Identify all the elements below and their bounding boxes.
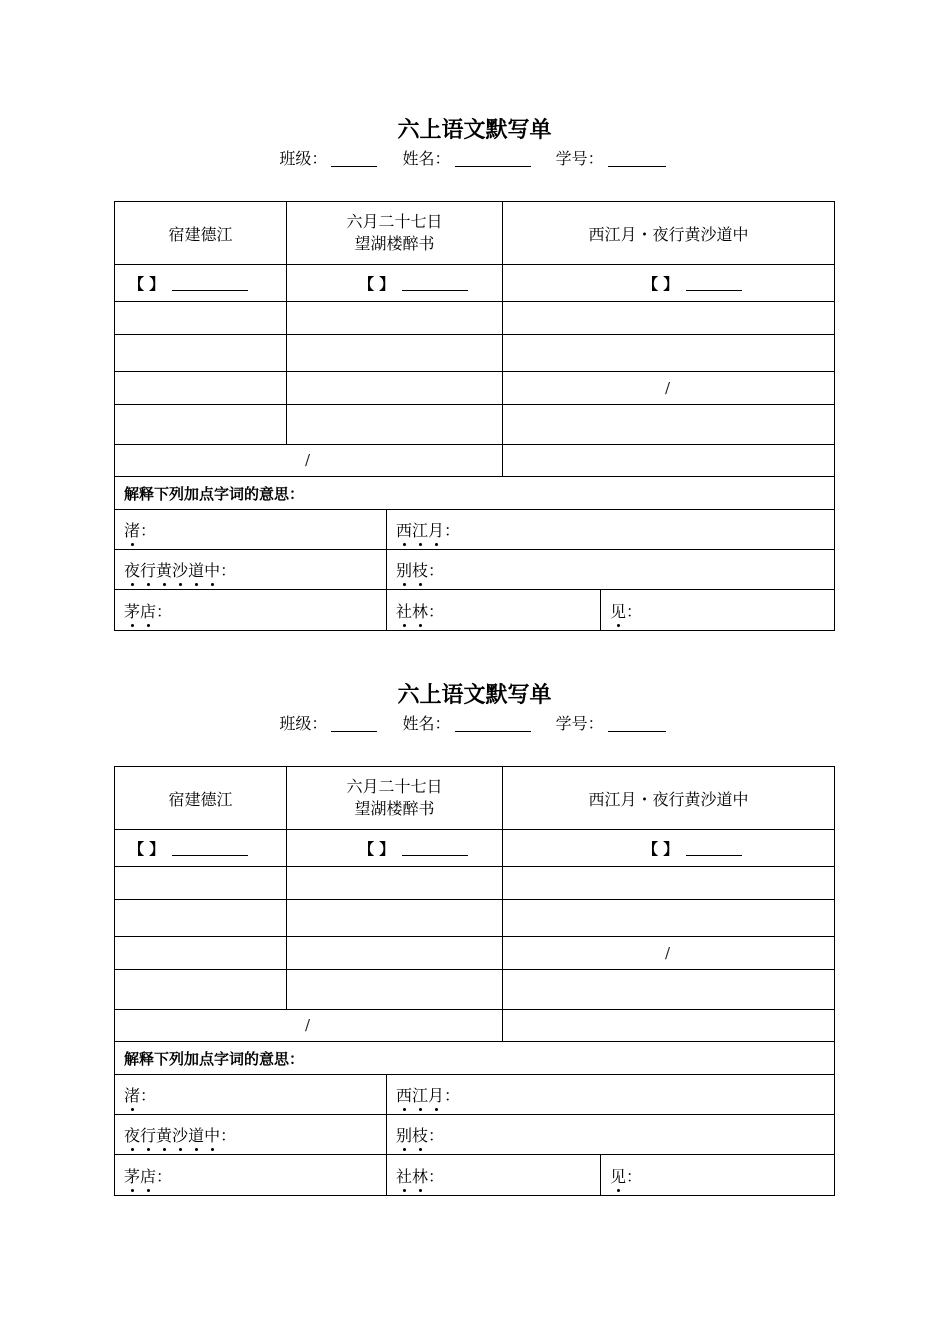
author-bracket: 【 】 <box>129 274 165 293</box>
plain-char: ： <box>220 1126 237 1145</box>
poem-title: 西江月・夜行黄沙道中 <box>588 224 749 244</box>
explain-item-biezhi[interactable] <box>387 550 834 590</box>
explain-item-maodian[interactable] <box>115 1155 387 1195</box>
worksheet-title: 六上语文默写单 <box>397 117 552 143</box>
dictation-table <box>114 201 835 631</box>
dotted-char: 渚 <box>124 518 140 541</box>
explain-item-zhu[interactable] <box>115 1075 387 1115</box>
plain-char: ： <box>428 1126 445 1145</box>
dotted-char: 道 <box>188 1123 204 1146</box>
explain-header-cell <box>115 477 834 510</box>
author-bracket: 【 】 <box>129 839 165 858</box>
explain-term <box>396 518 460 541</box>
dotted-char: 黄 <box>156 1123 172 1146</box>
class-label: 班级： <box>279 149 328 168</box>
explain-header: 解释下列加点字词的意思： <box>124 484 305 503</box>
answer-cell[interactable] <box>115 900 287 937</box>
dotted-char: 月 <box>428 1083 444 1106</box>
plain-char: ： <box>156 1166 173 1186</box>
student-info-row <box>114 714 835 734</box>
author-cell[interactable] <box>287 265 503 302</box>
explain-term <box>396 599 444 622</box>
explain-item-shelin[interactable] <box>387 1155 601 1195</box>
poem-title-line2: 望湖楼醉书 <box>354 234 435 253</box>
answer-cell[interactable] <box>503 1010 834 1042</box>
dotted-char: 夜 <box>124 558 140 581</box>
student-id-label: 学号： <box>555 149 604 168</box>
answer-cell[interactable] <box>115 867 287 900</box>
poem-title-cell <box>115 767 287 830</box>
line-divider-mark: / <box>305 451 311 469</box>
answer-cell[interactable] <box>503 372 834 405</box>
poem-title: 宿建德江 <box>168 789 233 809</box>
student-id-label: 学号： <box>555 714 604 733</box>
explain-term <box>124 518 156 541</box>
answer-cell[interactable] <box>287 335 503 372</box>
answer-cell[interactable] <box>503 937 834 970</box>
dotted-char: 林 <box>412 1164 428 1187</box>
explain-item-xijiangyue[interactable] <box>387 510 834 550</box>
dotted-char: 社 <box>396 1164 412 1187</box>
worksheet-title: 六上语文默写单 <box>397 682 552 708</box>
dictation-sheet-2 <box>114 682 835 1202</box>
author-blank[interactable] <box>172 841 248 856</box>
explain-item-jian[interactable] <box>601 590 834 630</box>
dotted-char: 渚 <box>124 1083 140 1106</box>
author-cell[interactable] <box>503 265 834 302</box>
name-blank[interactable] <box>455 150 531 167</box>
class-blank[interactable] <box>331 715 377 732</box>
author-bracket: 【 】 <box>643 274 679 293</box>
answer-cell[interactable] <box>287 405 503 445</box>
author-cell[interactable] <box>115 265 287 302</box>
explain-term <box>124 599 172 622</box>
author-bracket: 【 】 <box>359 274 395 293</box>
explain-term <box>396 1164 444 1187</box>
poem-title-cell <box>115 202 287 265</box>
plain-char: ： <box>626 601 643 621</box>
plain-char: ： <box>140 1086 157 1105</box>
author-cell[interactable] <box>287 830 503 867</box>
poem-title-cell <box>287 767 503 830</box>
explain-item-yexing[interactable] <box>115 1115 387 1155</box>
dotted-char: 枝 <box>412 1123 428 1146</box>
author-blank[interactable] <box>172 276 248 291</box>
answer-cell[interactable] <box>287 900 503 937</box>
explain-term <box>610 1164 642 1187</box>
answer-cell[interactable] <box>287 372 503 405</box>
answer-cell[interactable] <box>115 335 287 372</box>
poem-title-line2: 望湖楼醉书 <box>354 799 435 818</box>
explain-item-biezhi[interactable] <box>387 1115 834 1155</box>
dotted-char: 行 <box>140 1123 156 1146</box>
plain-char: ： <box>220 561 237 580</box>
explain-term <box>396 558 444 581</box>
name-field <box>402 149 534 169</box>
class-label: 班级： <box>279 714 328 733</box>
plain-char: ： <box>444 1086 461 1105</box>
explain-item-jian[interactable] <box>601 1155 834 1195</box>
student-id-field <box>556 714 670 734</box>
answer-cell[interactable] <box>287 302 503 335</box>
answer-cell[interactable] <box>115 372 287 405</box>
answer-cell[interactable] <box>287 867 503 900</box>
explain-header-cell <box>115 1042 834 1075</box>
dotted-char: 江 <box>412 518 428 541</box>
dotted-char: 见 <box>610 1164 626 1187</box>
dotted-char: 别 <box>396 1123 412 1146</box>
explain-term <box>124 1123 236 1146</box>
answer-cell[interactable] <box>115 405 287 445</box>
dotted-char: 夜 <box>124 1123 140 1146</box>
line-divider-mark: / <box>305 1016 311 1034</box>
dotted-char: 中 <box>204 1123 220 1146</box>
poem-title-cell <box>503 767 834 830</box>
answer-cell[interactable] <box>503 867 834 900</box>
answer-cell[interactable] <box>287 937 503 970</box>
answer-cell[interactable] <box>115 937 287 970</box>
plain-char: ： <box>428 561 445 580</box>
author-cell[interactable] <box>503 830 834 867</box>
student-id-field <box>556 149 670 169</box>
plain-char: ： <box>626 1166 643 1186</box>
explain-term <box>124 558 236 581</box>
name-blank[interactable] <box>455 715 531 732</box>
author-bracket: 【 】 <box>643 839 679 858</box>
dotted-char: 沙 <box>172 1123 188 1146</box>
dotted-char: 黄 <box>156 558 172 581</box>
answer-cell[interactable] <box>503 405 834 445</box>
poem-title-line1: 六月二十七日 <box>346 212 443 231</box>
name-label: 姓名： <box>402 149 451 168</box>
dotted-char: 林 <box>412 599 428 622</box>
answer-cell[interactable] <box>503 445 834 477</box>
plain-char: ： <box>428 601 445 621</box>
explain-term <box>396 1083 460 1106</box>
explain-term <box>610 599 642 622</box>
explain-item-shelin[interactable] <box>387 590 601 630</box>
dotted-char: 西 <box>396 518 412 541</box>
dotted-char: 社 <box>396 599 412 622</box>
dotted-char: 见 <box>610 599 626 622</box>
poem-title-cell <box>287 202 503 265</box>
answer-cell-merged[interactable] <box>115 445 503 477</box>
dotted-char: 中 <box>204 558 220 581</box>
class-field <box>279 714 381 734</box>
explain-term <box>124 1164 172 1187</box>
plain-char: ： <box>156 601 173 621</box>
explain-item-xijiangyue[interactable] <box>387 1075 834 1115</box>
class-field <box>279 149 381 169</box>
dotted-char: 西 <box>396 1083 412 1106</box>
plain-char: ： <box>140 521 157 540</box>
author-blank[interactable] <box>402 841 468 856</box>
dotted-char: 店 <box>140 1164 156 1187</box>
student-id-blank[interactable] <box>608 715 666 732</box>
author-cell[interactable] <box>115 830 287 867</box>
explain-item-zhu[interactable] <box>115 510 387 550</box>
answer-cell[interactable] <box>115 970 287 1010</box>
dictation-table <box>114 766 835 1196</box>
explain-header: 解释下列加点字词的意思： <box>124 1049 305 1068</box>
dotted-char: 店 <box>140 599 156 622</box>
answer-cell[interactable] <box>503 302 834 335</box>
answer-cell[interactable] <box>115 302 287 335</box>
plain-char: ： <box>428 1166 445 1186</box>
class-blank[interactable] <box>331 150 377 167</box>
student-info-row <box>114 149 835 169</box>
poem-title: 宿建德江 <box>168 224 233 244</box>
author-bracket: 【 】 <box>359 839 395 858</box>
poem-title: 西江月・夜行黄沙道中 <box>588 789 749 809</box>
dictation-sheet-1 <box>114 117 835 637</box>
answer-cell[interactable] <box>287 970 503 1010</box>
answer-cell[interactable] <box>503 900 834 937</box>
explain-term <box>124 1083 156 1106</box>
plain-char: ： <box>444 521 461 540</box>
dotted-char: 别 <box>396 558 412 581</box>
dotted-char: 月 <box>428 518 444 541</box>
dotted-char: 道 <box>188 558 204 581</box>
student-id-blank[interactable] <box>608 150 666 167</box>
explain-item-maodian[interactable] <box>115 590 387 630</box>
dotted-char: 江 <box>412 1083 428 1106</box>
dotted-char: 茅 <box>124 1164 140 1187</box>
line-divider-mark: / <box>665 944 671 962</box>
poem-title-line1: 六月二十七日 <box>346 777 443 796</box>
name-field <box>402 714 534 734</box>
answer-cell[interactable] <box>503 970 834 1010</box>
author-blank[interactable] <box>402 276 468 291</box>
author-blank[interactable] <box>686 276 742 291</box>
dotted-char: 枝 <box>412 558 428 581</box>
dotted-char: 沙 <box>172 558 188 581</box>
explain-item-yexing[interactable] <box>115 550 387 590</box>
poem-title-cell <box>503 202 834 265</box>
explain-term <box>396 1123 444 1146</box>
name-label: 姓名： <box>402 714 451 733</box>
answer-cell-merged[interactable] <box>115 1010 503 1042</box>
dotted-char: 行 <box>140 558 156 581</box>
answer-cell[interactable] <box>503 335 834 372</box>
author-blank[interactable] <box>686 841 742 856</box>
dotted-char: 茅 <box>124 599 140 622</box>
line-divider-mark: / <box>665 379 671 397</box>
